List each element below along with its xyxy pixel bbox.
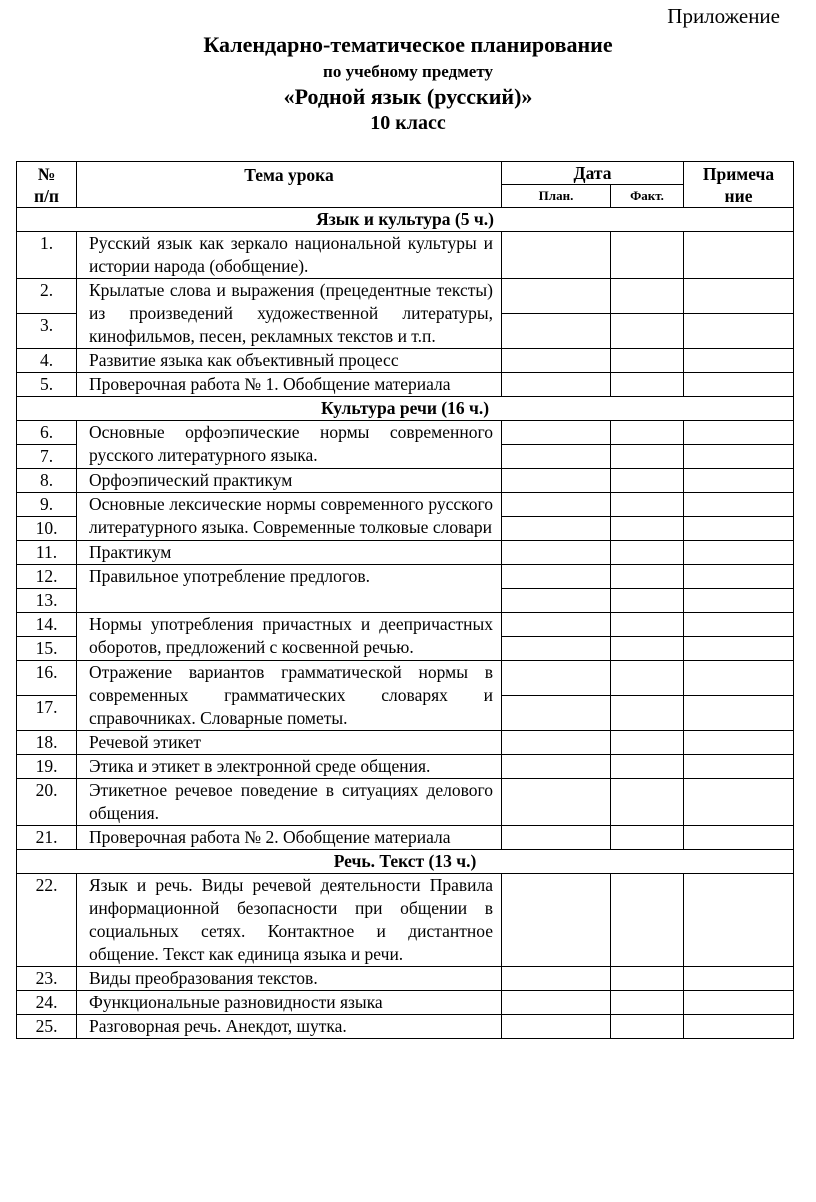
table-row: [17, 731, 794, 755]
lesson-number: 13.: [17, 589, 77, 613]
table-row: [17, 661, 794, 696]
fact-date-cell: [611, 1015, 684, 1039]
note-cell: [684, 826, 794, 850]
note-cell: [684, 731, 794, 755]
lesson-topic: Правильное употребление предлогов.: [77, 565, 502, 613]
plan-date-cell: [502, 967, 611, 991]
plan-date-cell: [502, 613, 611, 637]
planning-table: [16, 161, 794, 1039]
note-cell: [684, 967, 794, 991]
note-cell: [684, 421, 794, 445]
fact-date-cell: [611, 874, 684, 967]
note-cell: [684, 469, 794, 493]
lesson-topic: Практикум: [77, 541, 502, 565]
plan-date-cell: [502, 874, 611, 967]
plan-date-cell: [502, 755, 611, 779]
fact-date-cell: [611, 314, 684, 349]
table-row: [17, 349, 794, 373]
fact-date-cell: [611, 349, 684, 373]
lesson-number: 2.: [17, 279, 77, 314]
header-topic: Тема урока: [77, 162, 502, 208]
lesson-number: 3.: [17, 314, 77, 349]
lesson-number: 6.: [17, 421, 77, 445]
lesson-number: 14.: [17, 613, 77, 637]
fact-date-cell: [611, 445, 684, 469]
lesson-number: 22.: [17, 874, 77, 967]
note-cell: [684, 517, 794, 541]
lesson-number: 24.: [17, 991, 77, 1015]
note-cell: [684, 565, 794, 589]
lesson-number: 11.: [17, 541, 77, 565]
note-cell: [684, 613, 794, 637]
plan-date-cell: [502, 589, 611, 613]
note-cell: [684, 637, 794, 661]
section-row: [17, 397, 794, 421]
lesson-topic: Развитие языка как объективный процесс: [77, 349, 502, 373]
fact-date-cell: [611, 565, 684, 589]
plan-date-cell: [502, 421, 611, 445]
lesson-number: 12.: [17, 565, 77, 589]
lesson-topic: Этика и этикет в электронной среде общения.: [77, 755, 502, 779]
note-cell: [684, 279, 794, 314]
lesson-topic: Разговорная речь. Анекдот, шутка.: [77, 1015, 502, 1039]
table-row: [17, 541, 794, 565]
note-cell: [684, 373, 794, 397]
note-cell: [684, 314, 794, 349]
fact-date-cell: [611, 469, 684, 493]
fact-date-cell: [611, 696, 684, 731]
lesson-topic: Речевой этикет: [77, 731, 502, 755]
header-plan: План.: [502, 185, 611, 208]
lesson-number: 8.: [17, 469, 77, 493]
header-number: № п/п: [17, 162, 77, 208]
plan-date-cell: [502, 232, 611, 279]
lesson-number: 4.: [17, 349, 77, 373]
note-cell: [684, 874, 794, 967]
fact-date-cell: [611, 541, 684, 565]
header-note: Примеча ние: [684, 162, 794, 208]
lesson-number: 25.: [17, 1015, 77, 1039]
note-cell: [684, 1015, 794, 1039]
section-row: [17, 850, 794, 874]
table-body: [17, 208, 794, 1039]
fact-date-cell: [611, 493, 684, 517]
plan-date-cell: [502, 349, 611, 373]
fact-date-cell: [611, 755, 684, 779]
lesson-number: 15.: [17, 637, 77, 661]
table-row: [17, 373, 794, 397]
plan-date-cell: [502, 991, 611, 1015]
fact-date-cell: [611, 779, 684, 826]
appendix-label: Приложение: [667, 4, 780, 28]
lesson-topic: Проверочная работа № 2. Обобщение материала: [77, 826, 502, 850]
note-cell: [684, 696, 794, 731]
plan-date-cell: [502, 696, 611, 731]
fact-date-cell: [611, 613, 684, 637]
note-cell: [684, 232, 794, 279]
section-title: Язык и культура (5 ч.): [17, 208, 794, 232]
lesson-number: 19.: [17, 755, 77, 779]
plan-date-cell: [502, 469, 611, 493]
lesson-number: 17.: [17, 696, 77, 731]
lesson-number: 18.: [17, 731, 77, 755]
section-title: Культура речи (16 ч.): [17, 397, 794, 421]
lesson-topic: Основные лексические нормы современного русского литературного языка. Современные толковые словари: [77, 493, 502, 541]
lesson-topic: Орфоэпический практикум: [77, 469, 502, 493]
plan-date-cell: [502, 661, 611, 696]
note-cell: [684, 445, 794, 469]
fact-date-cell: [611, 279, 684, 314]
lesson-topic: Русский язык как зеркало национальной культуры и истории народа (обобщение).: [77, 232, 502, 279]
note-cell: [684, 991, 794, 1015]
table-row: [17, 779, 794, 826]
header-date: Дата: [502, 162, 684, 185]
table-row: [17, 1015, 794, 1039]
subject-name: «Родной язык (русский)»: [283, 84, 533, 109]
fact-date-cell: [611, 731, 684, 755]
header-fact: Факт.: [611, 185, 684, 208]
section-row: [17, 208, 794, 232]
lesson-topic: Функциональные разновидности языка: [77, 991, 502, 1015]
plan-date-cell: [502, 779, 611, 826]
lesson-topic: Основные орфоэпические нормы современного русского литературного языка.: [77, 421, 502, 469]
lesson-topic: Отражение вариантов грамматической нормы в современных грамматических словарях и справочниках. Словарные пометы.: [77, 661, 502, 731]
note-cell: [684, 779, 794, 826]
lesson-topic: Этикетное речевое поведение в ситуациях делового общения.: [77, 779, 502, 826]
lesson-number: 23.: [17, 967, 77, 991]
table-row: [17, 421, 794, 445]
lesson-number: 7.: [17, 445, 77, 469]
table-row: [17, 967, 794, 991]
lesson-number: 21.: [17, 826, 77, 850]
plan-date-cell: [502, 373, 611, 397]
fact-date-cell: [611, 373, 684, 397]
note-cell: [684, 755, 794, 779]
note-cell: [684, 541, 794, 565]
table-row: [17, 826, 794, 850]
lesson-number: 20.: [17, 779, 77, 826]
lesson-number: 16.: [17, 661, 77, 696]
grade-label: 10 класс: [370, 112, 446, 134]
fact-date-cell: [611, 637, 684, 661]
table-row: [17, 874, 794, 967]
table-row: [17, 469, 794, 493]
plan-date-cell: [502, 565, 611, 589]
section-title: Речь. Текст (13 ч.): [17, 850, 794, 874]
lesson-number: 1.: [17, 232, 77, 279]
plan-date-cell: [502, 1015, 611, 1039]
lesson-number: 10.: [17, 517, 77, 541]
table-row: [17, 565, 794, 589]
plan-date-cell: [502, 314, 611, 349]
plan-date-cell: [502, 279, 611, 314]
document-title: Календарно-тематическое планирование: [203, 32, 613, 57]
plan-date-cell: [502, 445, 611, 469]
note-cell: [684, 349, 794, 373]
table-row: [17, 279, 794, 314]
lesson-number: 9.: [17, 493, 77, 517]
lesson-topic: Проверочная работа № 1. Обобщение материала: [77, 373, 502, 397]
plan-date-cell: [502, 517, 611, 541]
fact-date-cell: [611, 517, 684, 541]
note-cell: [684, 661, 794, 696]
note-cell: [684, 589, 794, 613]
fact-date-cell: [611, 826, 684, 850]
fact-date-cell: [611, 991, 684, 1015]
fact-date-cell: [611, 967, 684, 991]
plan-date-cell: [502, 826, 611, 850]
table-row: [17, 493, 794, 517]
plan-date-cell: [502, 731, 611, 755]
fact-date-cell: [611, 232, 684, 279]
table-row: [17, 755, 794, 779]
document-subtitle: по учебному предмету: [323, 62, 493, 81]
note-cell: [684, 493, 794, 517]
lesson-topic: Язык и речь. Виды речевой деятельности Правила информационной безопасности при общении в социальных сетях. Контактное и дистантное общение. Текст как единица языка и речи.: [77, 874, 502, 967]
table-row: [17, 613, 794, 637]
table-row: [17, 991, 794, 1015]
lesson-topic: Виды преобразования текстов.: [77, 967, 502, 991]
table-row: [17, 232, 794, 279]
plan-date-cell: [502, 541, 611, 565]
lesson-topic: Нормы употребления причастных и деепричастных оборотов, предложений с косвенной речью.: [77, 613, 502, 661]
lesson-topic: Крылатые слова и выражения (прецедентные тексты) из произведений художественной литературы, кинофильмов, песен, рекламных текстов и т.п.: [77, 279, 502, 349]
plan-date-cell: [502, 637, 611, 661]
lesson-number: 5.: [17, 373, 77, 397]
plan-date-cell: [502, 493, 611, 517]
fact-date-cell: [611, 589, 684, 613]
fact-date-cell: [611, 661, 684, 696]
fact-date-cell: [611, 421, 684, 445]
